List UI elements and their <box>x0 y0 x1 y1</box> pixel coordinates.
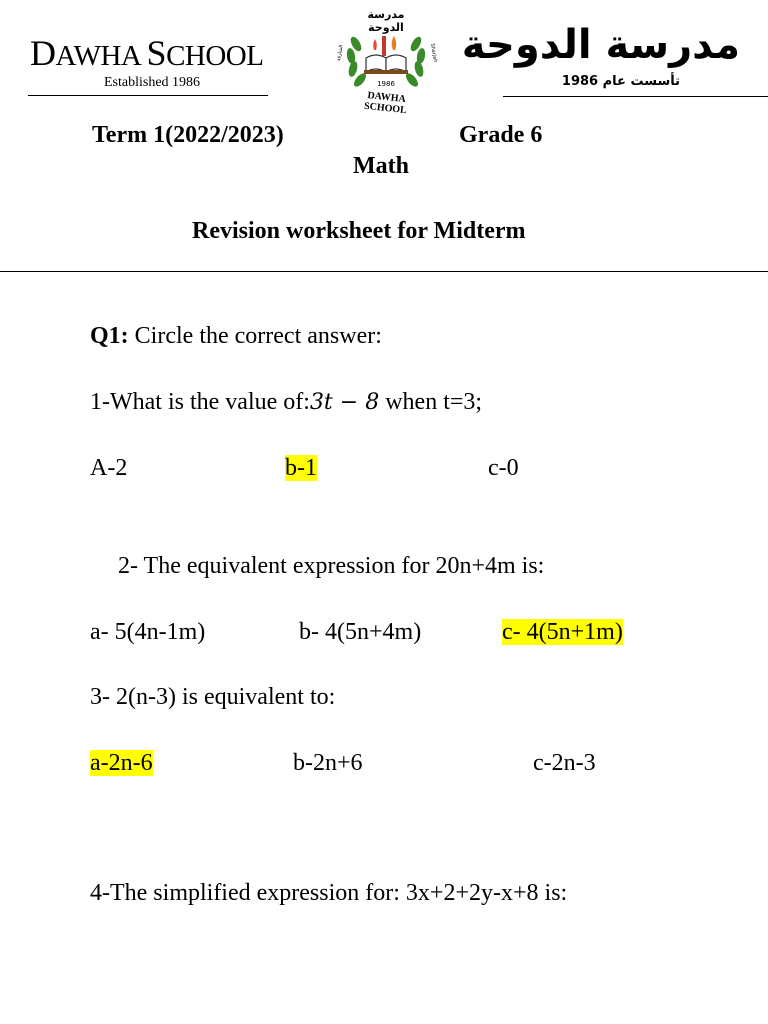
question-1-expression: 3t − 8 <box>309 390 380 415</box>
question-3: 3- 2(n-3) is equivalent to: <box>90 684 336 710</box>
question-1-option-c[interactable]: c-0 <box>488 455 519 481</box>
flame-icon <box>392 36 397 50</box>
established-english: Established 1986 <box>104 75 201 90</box>
question-2-option-b[interactable]: b- 4(5n+4m) <box>299 619 422 645</box>
worksheet-title: Revision worksheet for Midterm <box>192 218 526 244</box>
pencil-icon <box>382 36 386 56</box>
question-1-option-a[interactable]: A-2 <box>90 455 128 481</box>
grade-label: Grade 6 <box>459 122 543 148</box>
question-4: 4-The simplified expression for: 3x+2+2y-x+8 is: <box>90 880 568 906</box>
question-2-option-a[interactable]: a- 5(4n-1m) <box>90 619 206 645</box>
question-3-option-c[interactable]: c-2n-3 <box>533 750 596 776</box>
established-arabic: تأسست عام 1986 <box>561 74 680 89</box>
q1-label: Q1: <box>90 323 129 349</box>
seal-year: 1986 <box>377 80 395 88</box>
header-rule-left <box>28 95 268 96</box>
header-rule-right <box>503 96 768 97</box>
open-book-icon <box>364 55 408 74</box>
q1-instruction: Circle the correct answer: <box>128 323 382 349</box>
question-1-option-b[interactable]: b-1 <box>285 455 317 481</box>
question-2-option-c[interactable]: c- 4(5n+1m) <box>502 619 623 645</box>
question-1-prefix: 1-What is the value of: <box>90 389 310 415</box>
subject-label: Math <box>353 153 409 179</box>
term-label: Term 1(2022/2023) <box>92 122 284 148</box>
school-name-arabic: مدرسة الدوحة <box>461 22 740 68</box>
seal-top-text: مدرسة الدوحة <box>367 8 405 34</box>
q1-heading <box>90 323 382 350</box>
question-1-suffix: when t=3; <box>379 389 483 415</box>
school-seal-logo <box>332 6 440 117</box>
school-name-english: DAWHA SCHOOL <box>30 33 264 73</box>
question-1 <box>90 389 482 416</box>
question-2: 2- The equivalent expression for 20n+4m is: <box>118 553 545 579</box>
question-3-option-a[interactable]: a-2n-6 <box>90 750 153 776</box>
seal-right-text: Sharjah <box>428 43 439 63</box>
seal-left-text: الشارقة <box>335 44 345 62</box>
question-3-option-b[interactable]: b-2n+6 <box>293 750 363 776</box>
seal-bottom-text: DAWHA SCHOOL <box>363 90 408 117</box>
title-divider <box>0 271 768 272</box>
